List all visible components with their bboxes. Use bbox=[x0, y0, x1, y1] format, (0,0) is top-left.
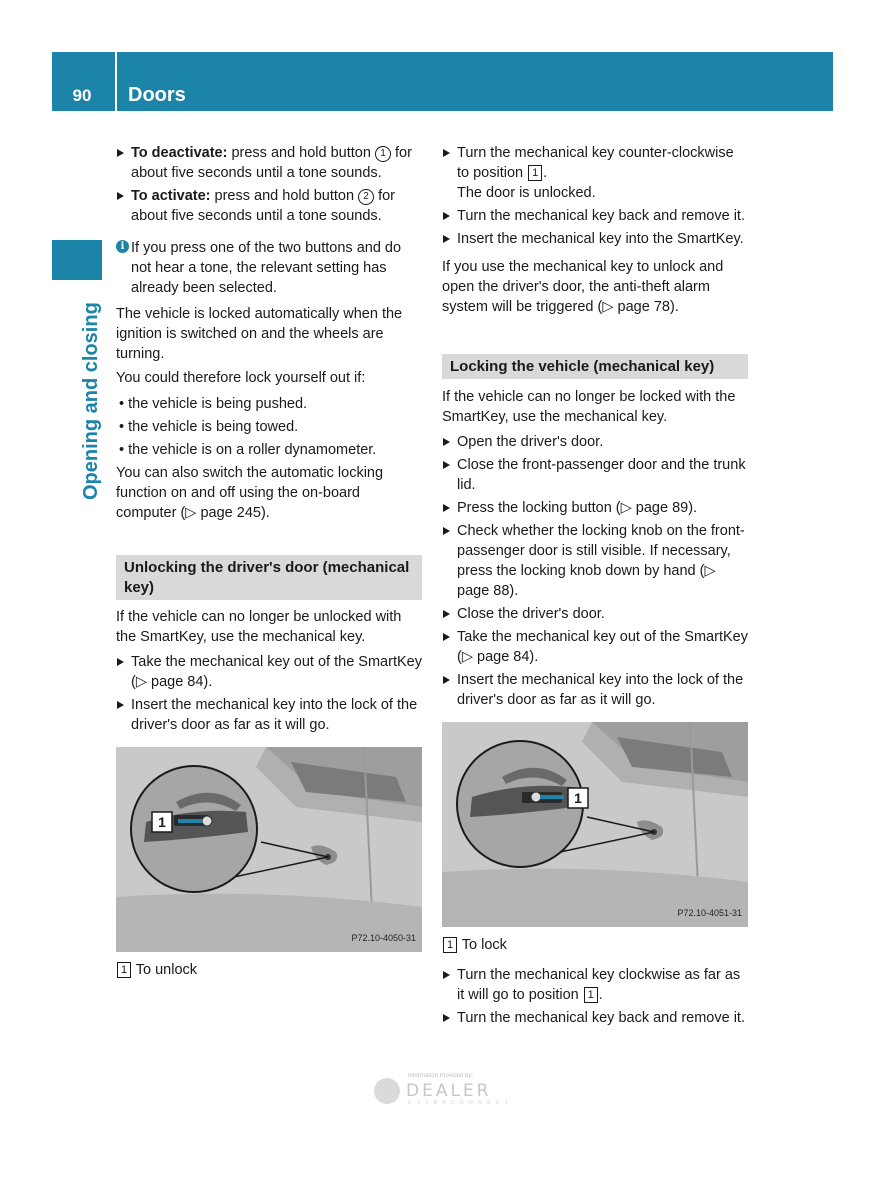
step-item: Check whether the locking knob on the front-passenger door is still visible. If necessary, press the locking knob down by hand (▷ page 88). bbox=[442, 521, 748, 601]
step-label: To activate: bbox=[131, 188, 211, 204]
door-handle-figure-lock bbox=[442, 722, 748, 927]
step-item: Close the front-passenger door and the trunk lid. bbox=[442, 455, 748, 495]
step-text: for about five seconds until a tone sounds. bbox=[131, 188, 395, 224]
step-text: press and hold button bbox=[210, 188, 359, 204]
step-activate bbox=[116, 186, 422, 226]
figure-code: P72.10-4051-31 bbox=[677, 908, 742, 918]
watermark-caption: Information Provided by: bbox=[408, 1073, 474, 1079]
left-column bbox=[116, 143, 422, 986]
step-item: Insert the mechanical key into the lock of the driver's door as far as it will go. bbox=[116, 695, 422, 735]
paragraph: You could therefore lock yourself out if: bbox=[116, 370, 366, 386]
info-icon: i bbox=[116, 240, 129, 253]
position-marker: 1 bbox=[117, 962, 131, 978]
step-text: Turn the mechanical key clockwise as far as it will go to position bbox=[457, 967, 741, 1003]
door-illustration bbox=[116, 747, 422, 952]
watermark-sub: E X T R A C O N N E C T bbox=[408, 1100, 510, 1106]
button-number-icon: 2 bbox=[358, 189, 374, 205]
dealer-watermark bbox=[374, 1073, 514, 1107]
step-item bbox=[442, 143, 748, 183]
section-tab bbox=[52, 240, 102, 280]
right-column bbox=[442, 143, 748, 1031]
figure-code: P72.10-4050-31 bbox=[351, 933, 416, 943]
figure-caption bbox=[116, 960, 422, 980]
step-result: The door is unlocked. bbox=[457, 185, 596, 201]
position-marker: 1 bbox=[443, 937, 457, 953]
step-item: Press the locking button (▷ page 89). bbox=[442, 498, 748, 518]
list-item: • the vehicle is being towed. bbox=[119, 419, 299, 435]
step-item: Take the mechanical key out of the SmartKey (▷ page 84). bbox=[442, 627, 748, 667]
section-heading: Unlocking the driver's door (mechanical key) bbox=[116, 555, 422, 600]
paragraph: You can also switch the automatic locking function on and off using the on-board computer (▷ page 245). bbox=[116, 465, 384, 521]
step-item: Insert the mechanical key into the SmartKey. bbox=[442, 229, 748, 249]
caption-text: To lock bbox=[458, 937, 507, 953]
position-marker: 1 bbox=[584, 987, 598, 1003]
caption-text: To unlock bbox=[132, 962, 198, 978]
step-text: . bbox=[543, 165, 548, 181]
door-illustration bbox=[442, 722, 748, 927]
watermark-logo-icon bbox=[374, 1078, 400, 1104]
step-item: Insert the mechanical key into the lock of the driver's door as far as it will go. bbox=[442, 670, 748, 710]
step-deactivate bbox=[116, 143, 422, 183]
step-item: Open the driver's door. bbox=[442, 432, 748, 452]
step-label: To deactivate: bbox=[131, 145, 228, 161]
position-marker: 1 bbox=[528, 165, 542, 181]
step-item bbox=[442, 965, 748, 1005]
paragraph: If the vehicle can no longer be unlocked with the SmartKey, use the mechanical key. bbox=[116, 609, 402, 645]
section-label: Opening and closing bbox=[80, 302, 102, 500]
page-title: Doors bbox=[128, 84, 186, 106]
info-text: If you press one of the two buttons and do not hear a tone, the relevant setting has already been selected. bbox=[131, 240, 402, 296]
paragraph: If you use the mechanical key to unlock and open the driver's door, the anti-theft alarm system will be triggered (▷ page 78). bbox=[442, 259, 724, 315]
info-note bbox=[116, 238, 422, 298]
section-heading: Locking the vehicle (mechanical key) bbox=[442, 354, 748, 379]
paragraph: If the vehicle can no longer be locked with the SmartKey, use the mechanical key. bbox=[442, 389, 736, 425]
list-item: • the vehicle is on a roller dynamometer. bbox=[119, 442, 377, 458]
step-text: for about five seconds until a tone sounds. bbox=[131, 145, 412, 181]
step-item: Turn the mechanical key back and remove it. bbox=[442, 1008, 748, 1028]
button-number-icon: 1 bbox=[375, 146, 391, 162]
step-item: Turn the mechanical key back and remove it. bbox=[442, 206, 748, 226]
header-divider bbox=[115, 52, 117, 111]
step-item: Close the driver's door. bbox=[442, 604, 748, 624]
figure-caption bbox=[442, 935, 748, 955]
step-text: Turn the mechanical key counter-clockwise to position bbox=[457, 145, 734, 181]
paragraph: The vehicle is locked automatically when the ignition is switched on and the wheels are turning. bbox=[116, 306, 403, 362]
door-handle-figure-unlock bbox=[116, 747, 422, 952]
watermark-name: DEALER bbox=[406, 1081, 492, 1101]
page-number: 90 bbox=[72, 86, 92, 105]
step-text: . bbox=[598, 987, 603, 1003]
step-item: Take the mechanical key out of the SmartKey (▷ page 84). bbox=[116, 652, 422, 692]
step-text: press and hold button bbox=[227, 145, 375, 161]
list-item: • the vehicle is being pushed. bbox=[119, 396, 308, 412]
callout-marker: 1 bbox=[574, 790, 582, 806]
callout-marker: 1 bbox=[158, 814, 166, 830]
